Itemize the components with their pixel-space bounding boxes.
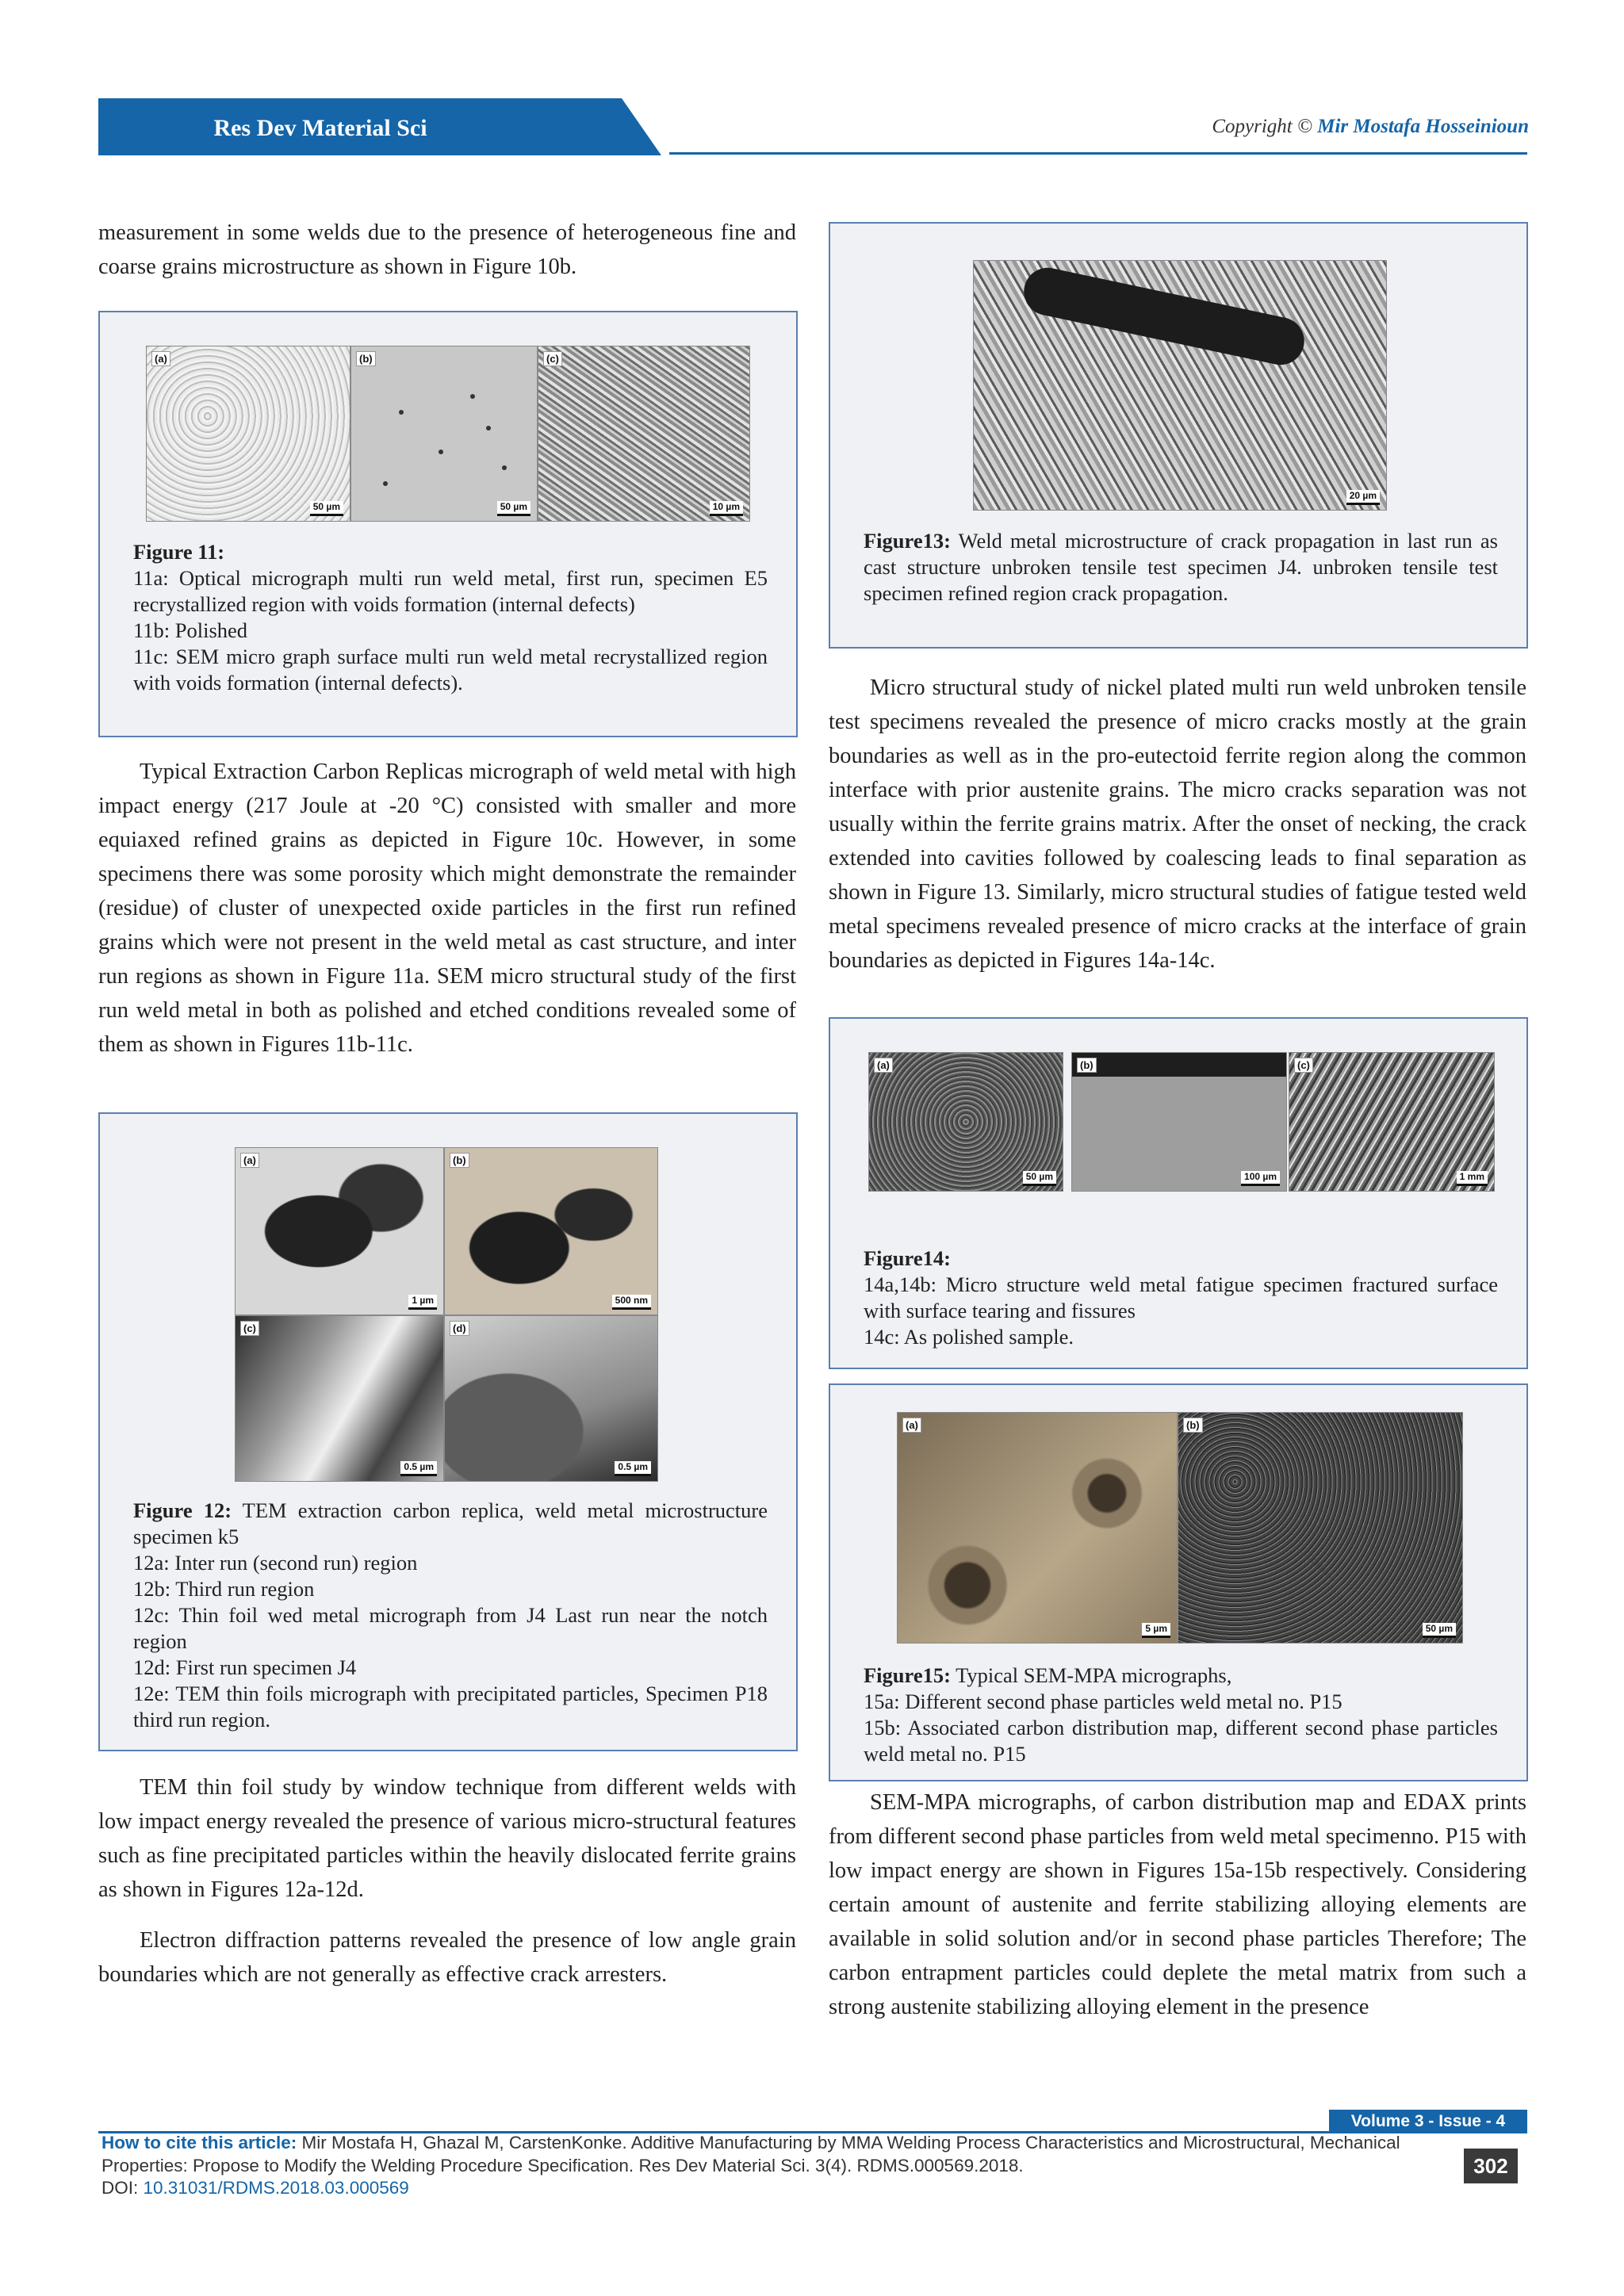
figure-14a-image <box>868 1052 1063 1192</box>
caption-line: 12e: TEM thin foils micrograph with precipitated particles, Specimen P18 third run region. <box>133 1682 768 1732</box>
journal-title: Res Dev Material Sci <box>213 115 427 141</box>
scale-bar: 500 nm <box>612 1295 651 1310</box>
figure-12-caption <box>133 1498 768 1733</box>
panel-label: (d) <box>450 1321 469 1336</box>
fracture-edge <box>1072 1053 1286 1077</box>
figure-15a-image <box>897 1412 1178 1644</box>
figure-11-caption <box>133 539 768 696</box>
crack-region <box>1020 263 1309 369</box>
scale-bar: 1 µm <box>408 1295 437 1310</box>
figure-15-caption <box>864 1663 1498 1767</box>
figure-15b-image <box>1178 1412 1463 1644</box>
scale-bar: 5 µm <box>1142 1623 1170 1638</box>
volume-badge: Volume 3 - Issue - 4 <box>1329 2110 1527 2133</box>
figure-12-title: Figure 12: <box>133 1498 232 1522</box>
caption-line: 12b: Third run region <box>133 1577 315 1601</box>
figure-11c-image <box>538 346 750 522</box>
caption-line: 14c: As polished sample. <box>864 1325 1074 1349</box>
copyright-notice <box>1212 109 1529 144</box>
figure-11a-image <box>146 346 350 522</box>
figure-14c-image <box>1289 1052 1495 1192</box>
panel-label: (b) <box>1077 1058 1097 1073</box>
scale-bar: 50 µm <box>1423 1623 1456 1638</box>
left-paragraph-4: Electron diffraction patterns revealed the presence of low angle grain boundaries which are not generally as effective crack arresters. <box>98 1928 796 1987</box>
page-number: 302 <box>1464 2149 1518 2183</box>
figure-14 <box>829 1017 1528 1369</box>
caption-line: 11b: Polished <box>133 618 248 642</box>
header-rule <box>669 152 1527 155</box>
left-paragraph-3: TEM thin foil study by window technique from different welds with low impact energy revealed the presence of various micro-structural features such as fine precipitated particles within the heavily dislocated ferrite grains as shown in Figures 12a-12d. <box>98 1775 796 1902</box>
scale-bar: 50 µm <box>1023 1171 1056 1186</box>
panel-label: (a) <box>874 1058 893 1073</box>
caption-line: 15b: Associated carbon distribution map, different second phase particles weld metal no. P15 <box>864 1716 1498 1766</box>
figure-11b-image <box>350 346 538 522</box>
scale-bar: 10 µm <box>710 501 743 516</box>
caption-line: 15a: Different second phase particles weld metal no. P15 <box>864 1689 1342 1713</box>
figure-12 <box>98 1112 798 1751</box>
citation-label: How to cite this article: <box>102 2133 297 2152</box>
doi-label: DOI: <box>102 2178 144 2198</box>
figure-12-title-rest: TEM extraction carbon replica, weld metal microstructure specimen k5 <box>133 1498 768 1548</box>
panel-label: (b) <box>356 351 376 366</box>
citation-text: Mir Mostafa H, Ghazal M, CarstenKonke. Additive Manufacturing by MMA Welding Process Characteristics and Microstructural, Mechanical Properties: Propose to Modify the Welding Procedure Specification. Res Dev Material Sci. 3(4). RDMS.000569.2018. <box>102 2133 1400 2175</box>
figure-11-title: Figure 11: <box>133 540 225 564</box>
scale-bar: 1 mm <box>1457 1171 1488 1186</box>
caption-line: 11a: Optical micrograph multi run weld metal, first run, specimen E5 recrystallized region with voids formation (internal defects) <box>133 566 768 616</box>
panel-label: (a) <box>902 1418 921 1433</box>
caption-line: 14a,14b: Micro structure weld metal fatigue specimen fractured surface with surface tearing and fissures <box>864 1272 1498 1322</box>
figure-13-image <box>973 260 1387 511</box>
figure-14b-image <box>1071 1052 1287 1192</box>
caption-line: 12c: Thin foil wed metal micrograph from J4 Last run near the notch region <box>133 1603 768 1653</box>
figure-15-title-rest: Typical SEM-MPA micrographs, <box>950 1663 1232 1687</box>
right-paragraph-1: Micro structural study of nickel plated multi run weld unbroken tensile test specimens revealed the presence of micro cracks mostly at the grain boundaries as well as in the pro-eutectoid ferrite region along the common interface with prior austenite grains. The micro cracks separation was not usually within the ferrite grains matrix. After the onset of necking, the crack extended into cavities followed by coalescing leads to final separation as shown in Figure 13. Similarly, micro structural studies of fatigue tested weld metal specimens revealed presence of micro cracks at the interface of grain boundaries as depicted in Figures 14a-14c. <box>829 675 1526 973</box>
figure-15-title: Figure15: <box>864 1663 951 1687</box>
caption-line: 12d: First run specimen J4 <box>133 1655 357 1679</box>
figure-11 <box>98 311 798 737</box>
caption-line: 12a: Inter run (second run) region <box>133 1551 418 1575</box>
copyright-prefix: Copyright © <box>1212 116 1318 137</box>
panel-label: (b) <box>1183 1418 1203 1433</box>
figure-12d-image <box>444 1315 658 1482</box>
panel-label: (c) <box>1294 1058 1313 1073</box>
figure-14-title: Figure14: <box>864 1246 951 1270</box>
figure-13-title: Figure13: <box>864 529 951 553</box>
figure-15 <box>829 1383 1528 1781</box>
panel-label: (b) <box>450 1153 469 1168</box>
right-paragraph-2: SEM-MPA micrographs, of carbon distribution map and EDAX prints from different second phase particles from weld metal specimenno. P15 with low impact energy are shown in Figures 15a-15b respectively. Considering certain amount of austenite and ferrite stabilizing alloying elements are available in solid solution and/or in second phase particles Therefore; The carbon entrapment particles could deplete the metal matrix from such a strong austenite stabilizing alloying element in the presence <box>829 1790 1526 2019</box>
figure-13-title-rest: Weld metal microstructure of crack propagation in last run as cast structure unbroken tensile test specimen J4. unbroken tensile test specimen refined region crack propagation. <box>864 529 1498 605</box>
figure-13 <box>829 222 1528 649</box>
scale-bar: 0.5 µm <box>400 1461 437 1476</box>
left-paragraph-1: measurement in some welds due to the presence of heterogeneous fine and coarse grains microstructure as shown in Figure 10b. <box>98 220 796 279</box>
panel-label: (a) <box>151 351 170 366</box>
scale-bar: 100 µm <box>1241 1171 1280 1186</box>
figure-13-caption <box>864 528 1498 607</box>
doi-link[interactable]: 10.31031/RDMS.2018.03.000569 <box>143 2178 409 2198</box>
caption-line: 11c: SEM micro graph surface multi run weld metal recrystallized region with voids formation (internal defects). <box>133 645 768 695</box>
figure-12c-image <box>235 1315 444 1482</box>
scale-bar: 50 µm <box>310 501 343 516</box>
figure-14-caption <box>864 1246 1498 1350</box>
figure-12a-image <box>235 1147 444 1315</box>
scale-bar: 50 µm <box>497 501 530 516</box>
figure-12b-image <box>444 1147 658 1315</box>
scale-bar: 0.5 µm <box>615 1461 651 1476</box>
scale-bar: 20 µm <box>1346 490 1380 505</box>
left-paragraph-2: Typical Extraction Carbon Replicas micrograph of weld metal with high impact energy (217 Joule at -20 °C) consisted with smaller and more equiaxed refined grains as depicted in Figure 10c. However, in some specimens there was some porosity which might demonstrate the remainder (residue) of cluster of unexpected oxide particles in the first run refined grains which were not present in the weld metal as cast structure, and inter run regions as shown in Figure 11a. SEM micro structural study of the first run weld metal in both as polished and etched conditions revealed some of them as shown in Figures 11b-11c. <box>98 760 796 1057</box>
citation <box>102 2132 1410 2200</box>
panel-label: (a) <box>240 1153 259 1168</box>
panel-label: (c) <box>543 351 562 366</box>
copyright-author: Mir Mostafa Hosseinioun <box>1317 116 1529 137</box>
panel-label: (c) <box>240 1321 259 1336</box>
